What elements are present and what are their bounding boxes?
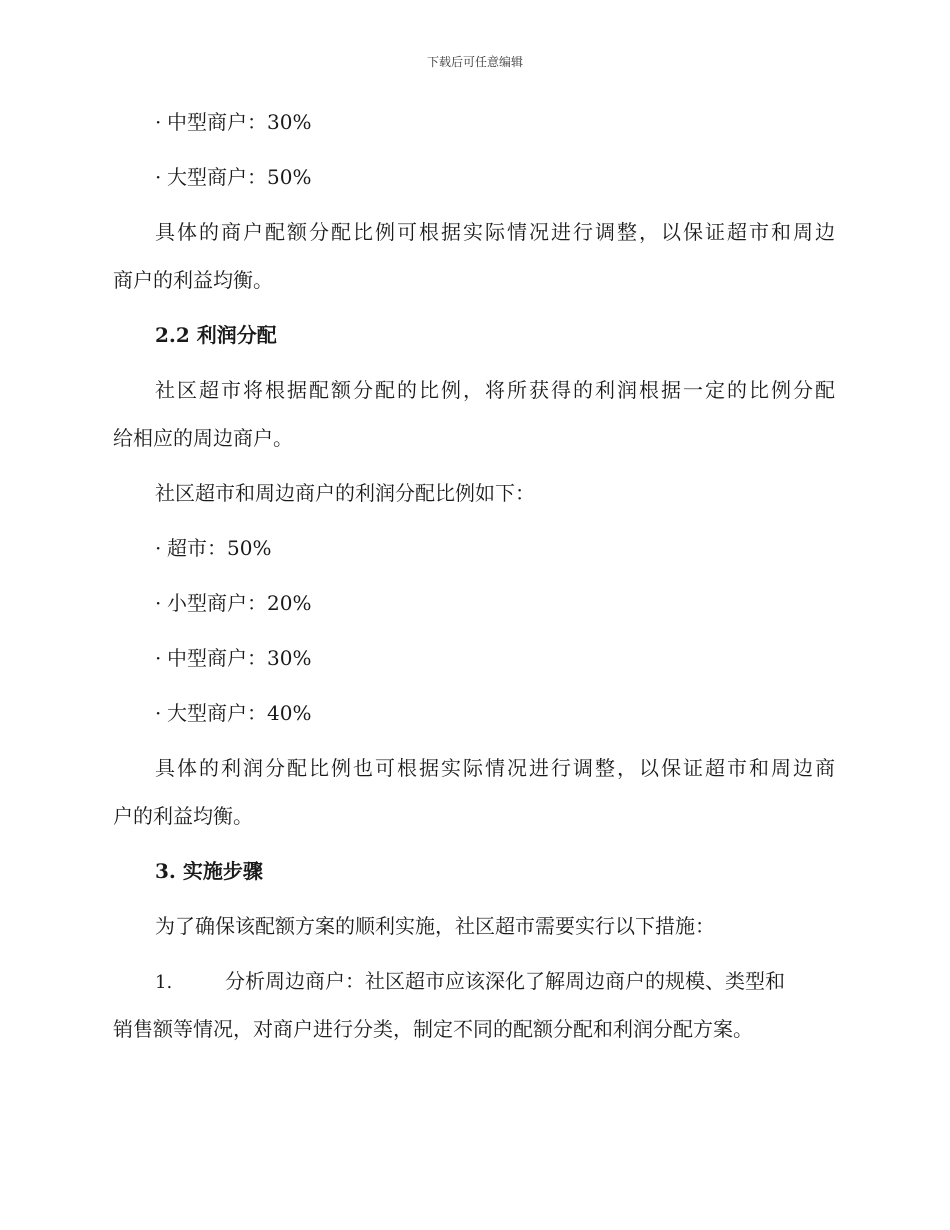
paragraph-steps-intro: 为了确保该配额方案的顺利实施，社区超市需要实行以下措施： xyxy=(155,914,715,938)
paragraph-line: 具体的利润分配比例也可根据实际情况进行调整，以保证超市和周边商 xyxy=(155,756,835,780)
section-heading-profit: 2.2 利润分配 xyxy=(155,323,277,347)
bullet-dot: · xyxy=(155,646,162,670)
paragraph-profit-note xyxy=(113,755,835,830)
bullet-item-large-profit xyxy=(113,700,835,727)
paragraph-line: 商户的利益均衡。 xyxy=(113,268,273,292)
bullet-text: 超市：50% xyxy=(167,536,272,560)
paragraph-quota-note xyxy=(113,219,835,294)
bullet-item-supermarket xyxy=(113,535,835,562)
paragraph-line: 给相应的周边商户。 xyxy=(113,426,293,450)
numbered-item-step-1 xyxy=(113,968,835,1043)
paragraph-line: 分析周边商户：社区超市应该深化了解周边商户的规模、类型和 xyxy=(225,969,785,993)
paragraph-profit-intro xyxy=(113,377,835,452)
paragraph-line: 户的利益均衡。 xyxy=(113,804,253,828)
bullet-dot: · xyxy=(155,110,162,134)
page-header: 下载后可任意编辑 xyxy=(426,55,523,69)
paragraph-line: 社区超市将根据配额分配的比例，将所获得的利润根据一定的比例分配 xyxy=(155,378,835,402)
bullet-dot: · xyxy=(155,536,162,560)
bullet-dot: · xyxy=(155,701,162,725)
bullet-text: 中型商户：30% xyxy=(167,646,312,670)
bullet-dot: · xyxy=(155,591,162,615)
bullet-text: 小型商户：20% xyxy=(167,591,312,615)
bullet-dot: · xyxy=(155,165,162,189)
bullet-item-medium-quota xyxy=(113,109,835,136)
paragraph-profit-ratio: 社区超市和周边商户的利润分配比例如下： xyxy=(155,481,535,505)
bullet-text: 大型商户：40% xyxy=(167,701,312,725)
bullet-item-large-quota xyxy=(113,164,835,191)
bullet-text: 大型商户：50% xyxy=(167,165,312,189)
paragraph-line: 具体的商户配额分配比例可根据实际情况进行调整，以保证超市和周边 xyxy=(155,220,835,244)
bullet-item-small-profit xyxy=(113,590,835,617)
bullet-item-medium-profit xyxy=(113,645,835,672)
bullet-text: 中型商户：30% xyxy=(167,110,312,134)
numbered-item-first-line xyxy=(113,968,835,995)
list-number: 1. xyxy=(155,972,173,993)
paragraph-line: 销售额等情况，对商户进行分类，制定不同的配额分配和利润分配方案。 xyxy=(113,1017,753,1041)
document-body xyxy=(113,109,835,1043)
section-heading-steps: 3. 实施步骤 xyxy=(155,859,263,883)
